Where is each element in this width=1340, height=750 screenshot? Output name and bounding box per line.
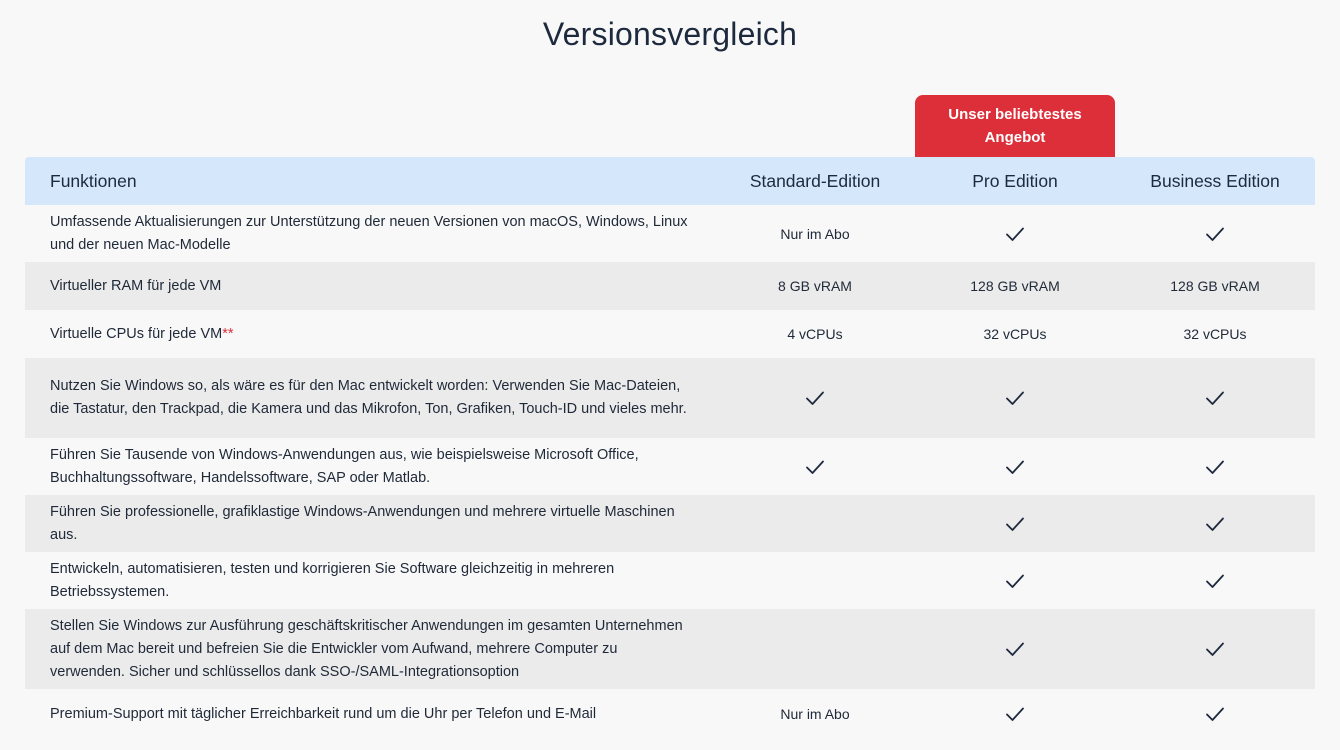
cell-value: 8 GB vRAM [778, 278, 852, 294]
checkmark-icon [1005, 706, 1025, 722]
cell-pro [915, 226, 1115, 242]
cell-pro [915, 573, 1115, 589]
checkmark-icon [1205, 573, 1225, 589]
checkmark-icon [1205, 226, 1225, 242]
feature-label: Premium-Support mit täglicher Erreichbarkeit rund um die Uhr per Telefon und E-Mail [50, 705, 597, 722]
header-features: Funktionen [50, 170, 137, 191]
feature-label: Führen Sie Tausende von Windows-Anwendungen aus, wie beispielsweise Microsoft Office, Buchhaltungssoftware, Handelssoftware, SAP oder Matlab. [50, 446, 639, 486]
checkmark-icon [1205, 706, 1225, 722]
cell-standard [715, 278, 915, 294]
feature-label-text: Virtuelle CPUs für jede VM [50, 325, 223, 342]
cell-pro [915, 516, 1115, 532]
feature-label [25, 323, 715, 346]
table-row [25, 205, 1315, 262]
cell-business [1115, 641, 1315, 657]
feature-label: Umfassende Aktualisierungen zur Unterstützung der neuen Versionen von macOS, Windows, Linux und der neuen Mac-Modelle [50, 213, 688, 253]
cell-pro [915, 459, 1115, 475]
header-pro-edition: Pro Edition [972, 170, 1058, 191]
table-row [25, 495, 1315, 552]
footnote-marker: ** [222, 325, 234, 342]
cell-business [1115, 326, 1315, 342]
cell-value: 32 vCPUs [983, 326, 1047, 342]
table-header [25, 157, 1315, 205]
feature-label: Virtueller RAM für jede VM [50, 277, 222, 294]
checkmark-icon [1005, 641, 1025, 657]
checkmark-icon [1205, 516, 1225, 532]
checkmark-icon [1205, 459, 1225, 475]
cell-standard [715, 706, 915, 722]
cell-standard [715, 326, 915, 342]
cell-standard [715, 390, 915, 406]
feature-label: Nutzen Sie Windows so, als wäre es für den Mac entwickelt worden: Verwenden Sie Mac-Dateien, die Tastatur, den Trackpad, die Kamera und das Mikrofon, Ton, Grafiken, Touch-ID und vieles mehr. [50, 378, 687, 417]
table-row [25, 358, 1315, 438]
header-business-edition: Business Edition [1150, 170, 1280, 191]
cell-value: Nur im Abo [780, 225, 850, 242]
checkmark-icon [805, 390, 825, 406]
page-title: Versionsvergleich [542, 16, 798, 52]
cell-value: 128 GB vRAM [970, 278, 1060, 294]
checkmark-icon [1005, 516, 1025, 532]
feature-label: Führen Sie professionelle, grafiklastige Windows-Anwendungen und mehrere virtuelle Maschinen aus. [50, 503, 675, 543]
table-row [25, 310, 1315, 358]
cell-business [1115, 706, 1315, 722]
cell-business [1115, 516, 1315, 532]
cell-pro [915, 278, 1115, 294]
header-standard-edition: Standard-Edition [749, 170, 881, 191]
checkmark-icon [805, 459, 825, 475]
cell-value: Nur im Abo [780, 706, 850, 722]
table-row [25, 438, 1315, 495]
cell-pro [915, 390, 1115, 406]
table-row [25, 689, 1315, 739]
checkmark-icon [1005, 459, 1025, 475]
table-row [25, 552, 1315, 609]
cell-business [1115, 390, 1315, 406]
cell-pro [915, 706, 1115, 722]
cell-value: 4 vCPUs [787, 326, 843, 342]
feature-label: Stellen Sie Windows zur Ausführung geschäftskritischer Anwendungen im gesamten Unternehmen auf dem Mac bereit und befreien Sie die Entwickler vom Aufwand, mehrere Computer zu verwenden. Sicher und schlüssellos dank SSO-/SAML-Integrationsoption [50, 617, 683, 680]
cell-standard [715, 459, 915, 475]
checkmark-icon [1005, 390, 1025, 406]
cell-business [1115, 459, 1315, 475]
checkmark-icon [1205, 641, 1225, 657]
checkmark-icon [1005, 573, 1025, 589]
cell-business [1115, 226, 1315, 242]
popular-offer-badge: Unser beliebtestes Angebot [915, 95, 1115, 157]
table-row [25, 262, 1315, 310]
comparison-table [25, 157, 1315, 739]
table-row [25, 609, 1315, 689]
cell-pro [915, 326, 1115, 342]
cell-business [1115, 573, 1315, 589]
cell-pro [915, 641, 1115, 657]
cell-value: 128 GB vRAM [1170, 278, 1260, 294]
checkmark-icon [1205, 390, 1225, 406]
checkmark-icon [1005, 226, 1025, 242]
cell-business [1115, 278, 1315, 294]
feature-label: Entwickeln, automatisieren, testen und korrigieren Sie Software gleichzeitig in mehreren Betriebssystemen. [50, 560, 615, 600]
cell-value: 32 vCPUs [1183, 326, 1247, 342]
cell-standard [715, 226, 915, 242]
